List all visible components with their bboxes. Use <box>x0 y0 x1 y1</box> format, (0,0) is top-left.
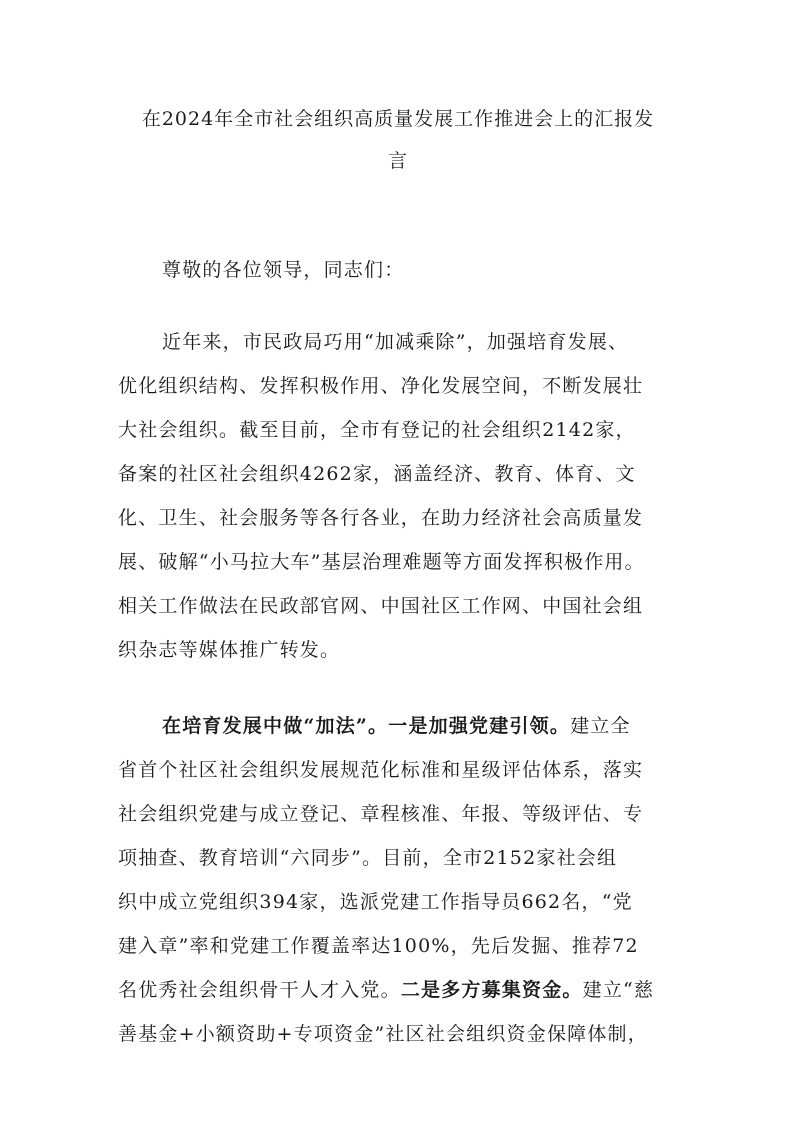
paragraph-line: 省首个社区社会组织发展规范化标准和星级评估体系，落实 <box>118 759 644 781</box>
paragraph-line: 建入章”率和党建工作覆盖率达100%，先后发掘、推荐72 <box>118 935 639 957</box>
paragraph-line: 优化组织结构、发挥积极作用、净化发展空间，不断发展壮 <box>118 375 644 397</box>
paragraph-line: 善基金+小额资助+专项资金”社区社会组织资金保障体制， <box>118 1023 648 1045</box>
paragraph-line: 相关工作做法在民政部官网、中国社区工作网、中国社会组 <box>118 595 644 617</box>
paragraph-line: 大社会组织。截至目前，全市有登记的社会组织2142家， <box>118 419 636 441</box>
paragraph-text: 名优秀社会组织骨干人才入党。 <box>118 979 401 1001</box>
title-line-2: 言 <box>387 150 408 172</box>
paragraph-line <box>162 706 631 746</box>
paragraph-text: 建立“慈 <box>582 979 655 1001</box>
paragraph-line: 织中成立党组织394家，选派党建工作指导员662名，“党 <box>118 891 633 913</box>
paragraph-line: 备案的社区社会组织4262家，涵盖经济、教育、体育、文 <box>118 463 636 485</box>
title-line-1: 在2024年全市社会组织高质量发展工作推进会上的汇报发 <box>141 108 655 130</box>
paragraph-text: 建立全 <box>570 715 631 737</box>
paragraph-line: 社会组织党建与成立登记、章程核准、年报、等级评估、专 <box>118 803 644 825</box>
salutation: 尊敬的各位领导，同志们： <box>162 259 405 281</box>
paragraph-line: 近年来，市民政局巧用“加减乘除”，加强培育发展、 <box>162 331 629 353</box>
section-subheading: 二是多方募集资金。 <box>400 979 583 1001</box>
paragraph-line <box>118 970 654 1010</box>
section-heading: 在培育发展中做“加法”。一是加强党建引领。 <box>162 715 571 737</box>
document-title <box>118 98 678 182</box>
paragraph-line: 项抽查、教育培训“六同步”。目前，全市2152家社会组 <box>118 847 618 869</box>
paragraph-line: 展、破解“小马拉大车”基层治理难题等方面发挥积极作用。 <box>118 551 645 573</box>
paragraph-line: 织杂志等媒体推广转发。 <box>118 639 341 661</box>
paragraph-line: 化、卫生、社会服务等各行各业，在助力经济社会高质量发 <box>118 507 644 529</box>
